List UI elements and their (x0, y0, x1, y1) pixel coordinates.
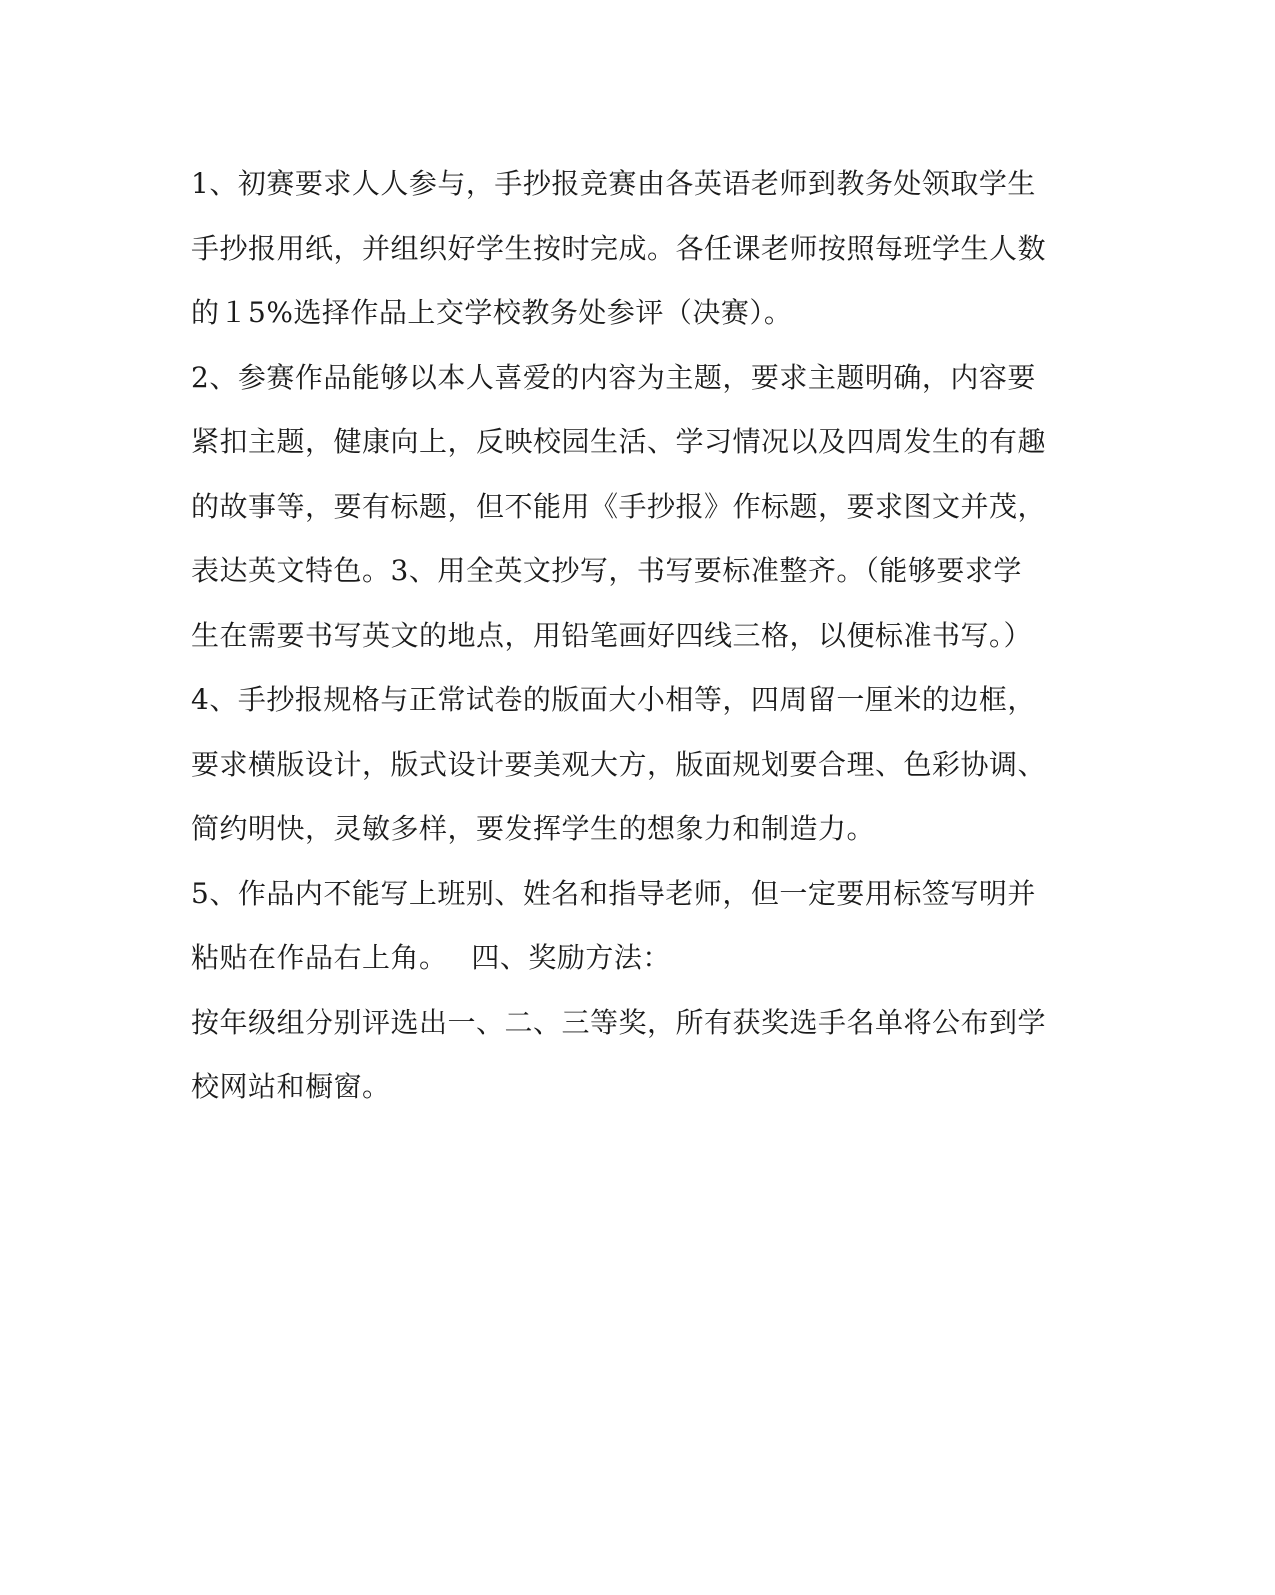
text-line: 生在需要书写英文的地点，用铅笔画好四线三格，以便标准书写。） (191, 618, 1033, 652)
text-line: 简约明快，灵敏多样，要发挥学生的想象力和制造力。 (191, 812, 876, 845)
text-line: 的１5%选择作品上交学校教务处参评（决赛）。 (191, 296, 793, 329)
text-line: 紧扣主题，健康向上，反映校园生活、学习情况以及四周发生的有趣 (191, 425, 1047, 458)
text-line: 表达英文特色。3、用全英文抄写，书写要标准整齐。（能够要求学 (191, 554, 1022, 587)
text-line: 手抄报用纸，并组织好学生按时完成。各任课老师按照每班学生人数 (191, 231, 1047, 265)
text-line: 要求横版设计，版式设计要美观大方，版面规划要合理、色彩协调、 (191, 747, 1047, 781)
text-line: 的故事等，要有标题，但不能用《手抄报》作标题，要求图文并茂， (191, 489, 1047, 523)
text-line: 校网站和橱窗。 (191, 1070, 391, 1103)
text-line: 4、手抄报规格与正常试卷的版面大小相等，四周留一厘米的边框， (191, 683, 1036, 716)
text-line: 粘贴在作品右上角。 四、奖励方法： (191, 941, 671, 974)
text-line: 按年级组分别评选出一、二、三等奖，所有获奖选手名单将公布到学 (191, 1005, 1047, 1039)
text-line: 2、参赛作品能够以本人喜爱的内容为主题，要求主题明确，内容要 (191, 360, 1036, 394)
text-line: 1、初赛要求人人参与，手抄报竞赛由各英语老师到教务处领取学生 (191, 167, 1036, 200)
text-line: 5、作品内不能写上班别、姓名和指导老师，但一定要用标签写明并 (191, 876, 1036, 910)
document-body (191, 152, 1061, 1120)
